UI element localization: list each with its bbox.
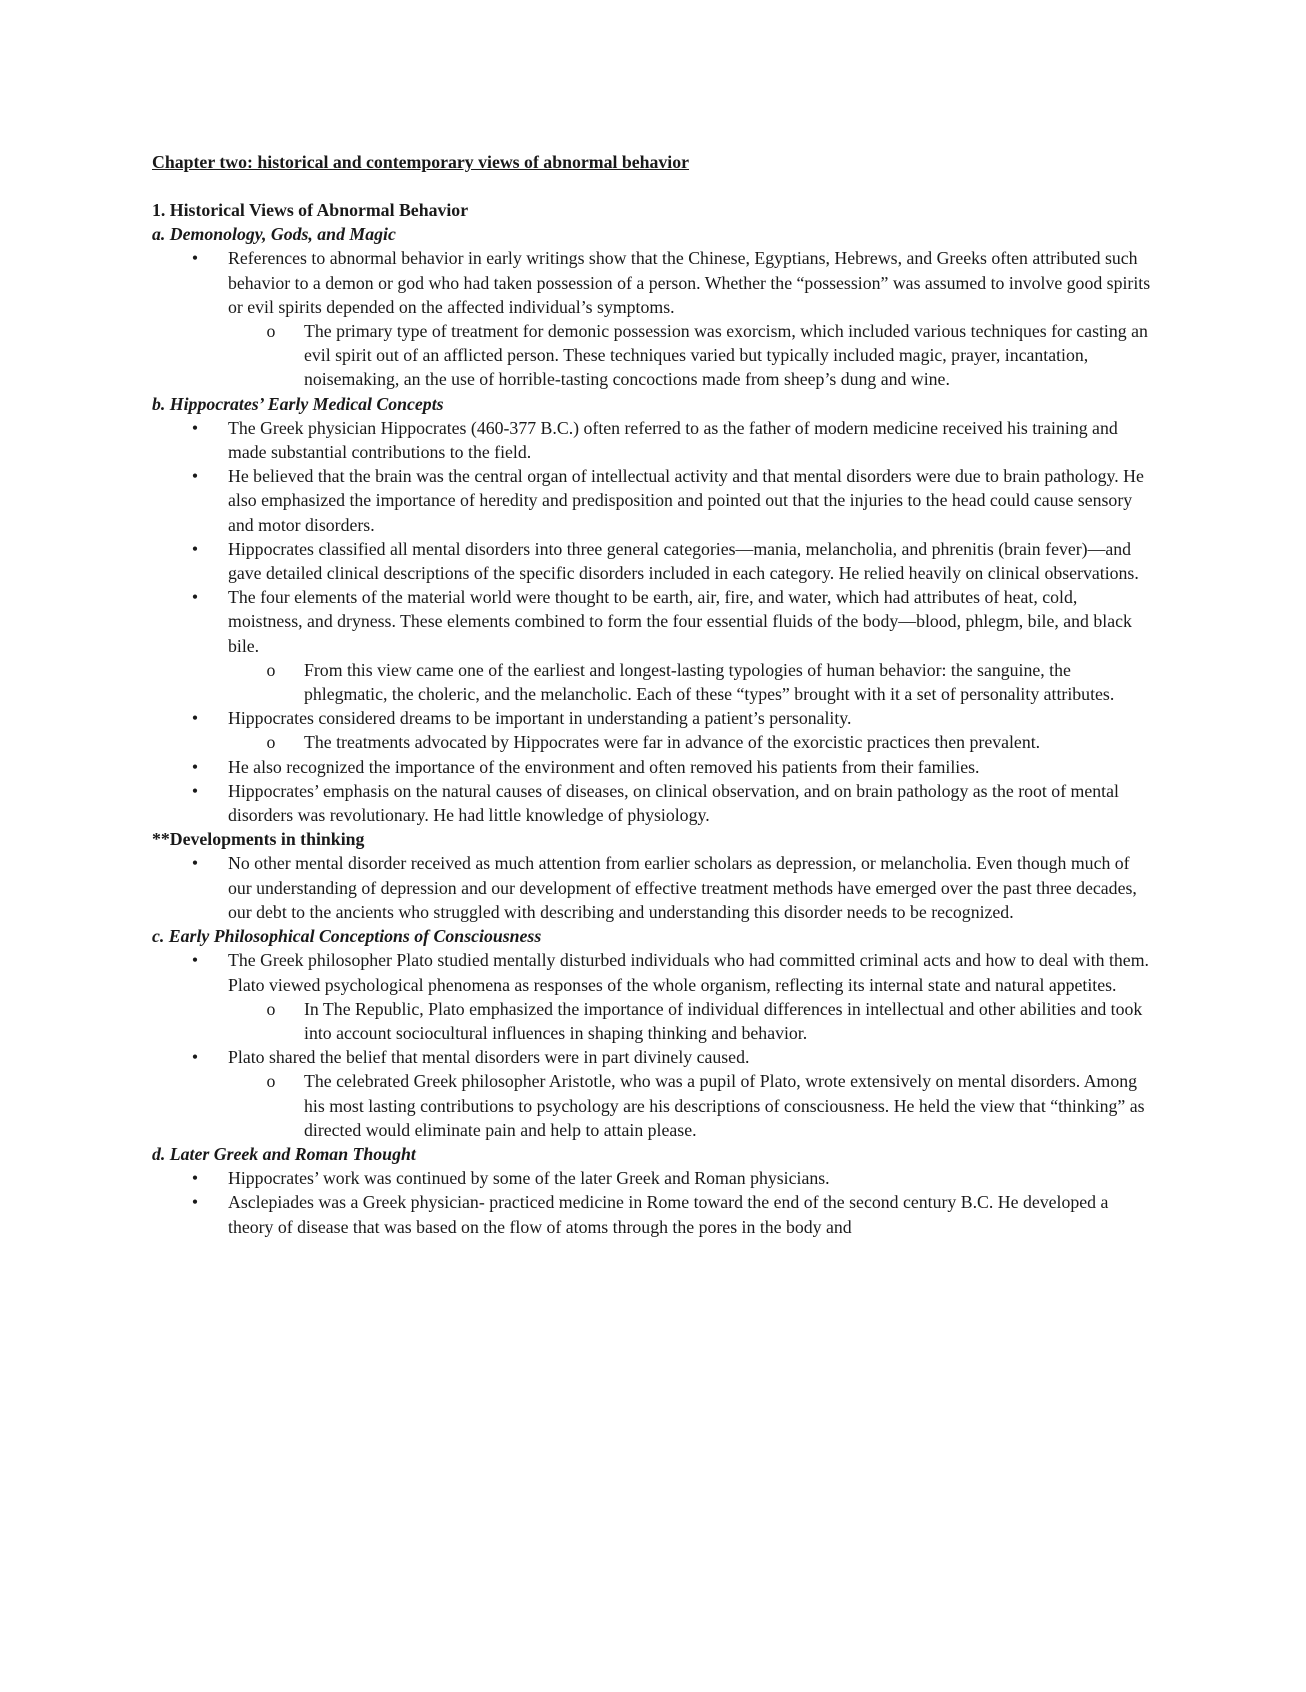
sub-list-item	[228, 997, 1152, 1045]
bullet-icon: •	[191, 950, 199, 971]
list-item-text: The Greek physician Hippocrates (460-377 B.C.) often referred to as the father of modern medicine received his training and made substantial contributions to the field.	[228, 417, 1118, 463]
sub-list-item	[228, 319, 1152, 392]
bullet-icon: •	[191, 417, 199, 438]
later-greek-roman-list	[152, 1166, 1152, 1239]
sub-list	[228, 730, 1152, 754]
bullet-icon: •	[191, 780, 199, 801]
list-item-text: Hippocrates’ work was continued by some of the later Greek and Roman physicians.	[228, 1168, 830, 1189]
list-item	[152, 948, 1152, 1045]
bullet-icon: •	[191, 587, 199, 608]
list-item-text: References to abnormal behavior in early writings show that the Chinese, Egyptians, Hebrews, and Greeks often attributed such behavior to a demon or god who had taken possession of a person. Whether the “possession” was assumed to involve good spirits or evil spirits depended on the affected individual’s symptoms.	[228, 248, 1151, 317]
subsection-heading-later-greek-roman: d. Later Greek and Roman Thought	[152, 1143, 416, 1164]
sub-list-item	[228, 658, 1152, 706]
sub-list-item-text: The primary type of treatment for demonic possession was exorcism, which included various techniques for casting an evil spirit out of an afflicted person. These techniques varied but typically included magic, prayer, incantation, noisemaking, an the use of horrible-tasting concoctions made from sheep’s dung and wine.	[304, 321, 1148, 390]
developments-list	[152, 851, 1152, 924]
bullet-icon: •	[191, 1168, 199, 1189]
list-item	[152, 706, 1152, 754]
hippocrates-list	[152, 416, 1152, 827]
subsection-heading-hippocrates: b. Hippocrates’ Early Medical Concepts	[152, 393, 444, 414]
sub-list-item-text: The celebrated Greek philosopher Aristotle, who was a pupil of Plato, wrote extensively on mental disorders. Among his most lasting contributions to psychology are his descriptions of consciousness. He held the view that “thinking” as directed would eliminate pain and help to attain please.	[304, 1071, 1145, 1140]
list-item	[152, 1045, 1152, 1142]
chapter-title: Chapter two: historical and contemporary views of abnormal behavior	[152, 152, 690, 172]
sub-bullet-icon: o	[266, 659, 276, 680]
bullet-icon: •	[191, 1047, 199, 1068]
bullet-icon: •	[191, 248, 199, 269]
section-heading-historical-views: 1. Historical Views of Abnormal Behavior	[152, 200, 469, 220]
bullet-icon: •	[191, 1192, 199, 1213]
sub-list-item-text: The treatments advocated by Hippocrates were far in advance of the exorcistic practices then prevalent.	[304, 732, 1041, 753]
developments-heading: **Developments in thinking	[152, 829, 365, 850]
sub-list	[228, 997, 1152, 1045]
list-item-text: The Greek philosopher Plato studied mentally disturbed individuals who had committed criminal acts and how to deal with them. Plato viewed psychological phenomena as responses of the whole organism, reflecting its internal state and natural appetites.	[228, 950, 1149, 995]
list-item	[152, 851, 1152, 924]
sub-bullet-icon: o	[266, 321, 276, 342]
sub-list-item-text: In The Republic, Plato emphasized the importance of individual differences in intellectual and other abilities and took into account sociocultural influences in shaping thinking and behavior.	[304, 998, 1143, 1043]
sub-bullet-icon: o	[266, 732, 276, 753]
list-item	[152, 464, 1152, 537]
list-item-text: Hippocrates considered dreams to be important in understanding a patient’s personality.	[228, 708, 852, 729]
list-item-text: Hippocrates’ emphasis on the natural causes of diseases, on clinical observation, and on brain pathology as the root of mental disorders was revolutionary. He had little knowledge of physiology.	[228, 780, 1119, 826]
sub-list-item	[228, 730, 1152, 754]
list-item-text: Plato shared the belief that mental disorders were in part divinely caused.	[228, 1047, 750, 1068]
bullet-icon: •	[191, 756, 199, 777]
sub-bullet-icon: o	[266, 1071, 276, 1092]
list-item	[152, 755, 1152, 779]
list-item	[152, 779, 1152, 827]
demonology-list	[152, 246, 1152, 391]
list-item-text: He believed that the brain was the central organ of intellectual activity and that mental disorders were due to brain pathology. He also emphasized the importance of heredity and predisposition and pointed out that the injuries to the head could cause sensory and motor disorders.	[228, 466, 1144, 535]
sub-list-item	[228, 1069, 1152, 1142]
bullet-icon: •	[191, 708, 199, 729]
list-item	[152, 1190, 1152, 1238]
list-item	[152, 1166, 1152, 1190]
sub-list	[228, 1069, 1152, 1142]
list-item	[152, 416, 1152, 464]
subsection-heading-philosophical: c. Early Philosophical Conceptions of Consciousness	[152, 926, 542, 947]
list-item-text: Asclepiades was a Greek physician- practiced medicine in Rome toward the end of the second century B.C. He developed a theory of disease that was based on the flow of atoms through the pores in the body and	[228, 1192, 1109, 1237]
document-content	[152, 150, 1152, 1239]
bullet-icon: •	[191, 538, 199, 559]
list-item	[152, 246, 1152, 391]
list-item-text: The four elements of the material world were thought to be earth, air, fire, and water, which had attributes of heat, cold, moistness, and dryness. These elements combined to form the four essential fluids of the body—blood, phlegm, bile, and black bile.	[228, 587, 1132, 656]
list-item	[152, 585, 1152, 706]
bullet-icon: •	[191, 853, 199, 874]
philosophical-list	[152, 948, 1152, 1142]
list-item-text: He also recognized the importance of the environment and often removed his patients from their families.	[228, 756, 980, 777]
list-item	[152, 537, 1152, 585]
sub-bullet-icon: o	[266, 998, 276, 1019]
bullet-icon: •	[191, 466, 199, 487]
sub-list	[228, 319, 1152, 392]
list-item-text: Hippocrates classified all mental disorders into three general categories—mania, melancholia, and phrenitis (brain fever)—and gave detailed clinical descriptions of the specific disorders included in each category. He relied heavily on clinical observations.	[228, 538, 1139, 584]
sub-list-item-text: From this view came one of the earliest and longest-lasting typologies of human behavior: the sanguine, the phlegmatic, the choleric, and the melancholic. Each of these “types” brought with it a set of personality attributes.	[304, 659, 1115, 705]
subsection-heading-demonology: a. Demonology, Gods, and Magic	[152, 224, 396, 245]
list-item-text: No other mental disorder received as much attention from earlier scholars as depression, or melancholia. Even though much of our understanding of depression and our development of effective treatment methods have emerged over the past three decades, our debt to the ancients who struggled with describing and understanding this disorder needs to be recognized.	[228, 853, 1137, 922]
sub-list	[228, 658, 1152, 706]
